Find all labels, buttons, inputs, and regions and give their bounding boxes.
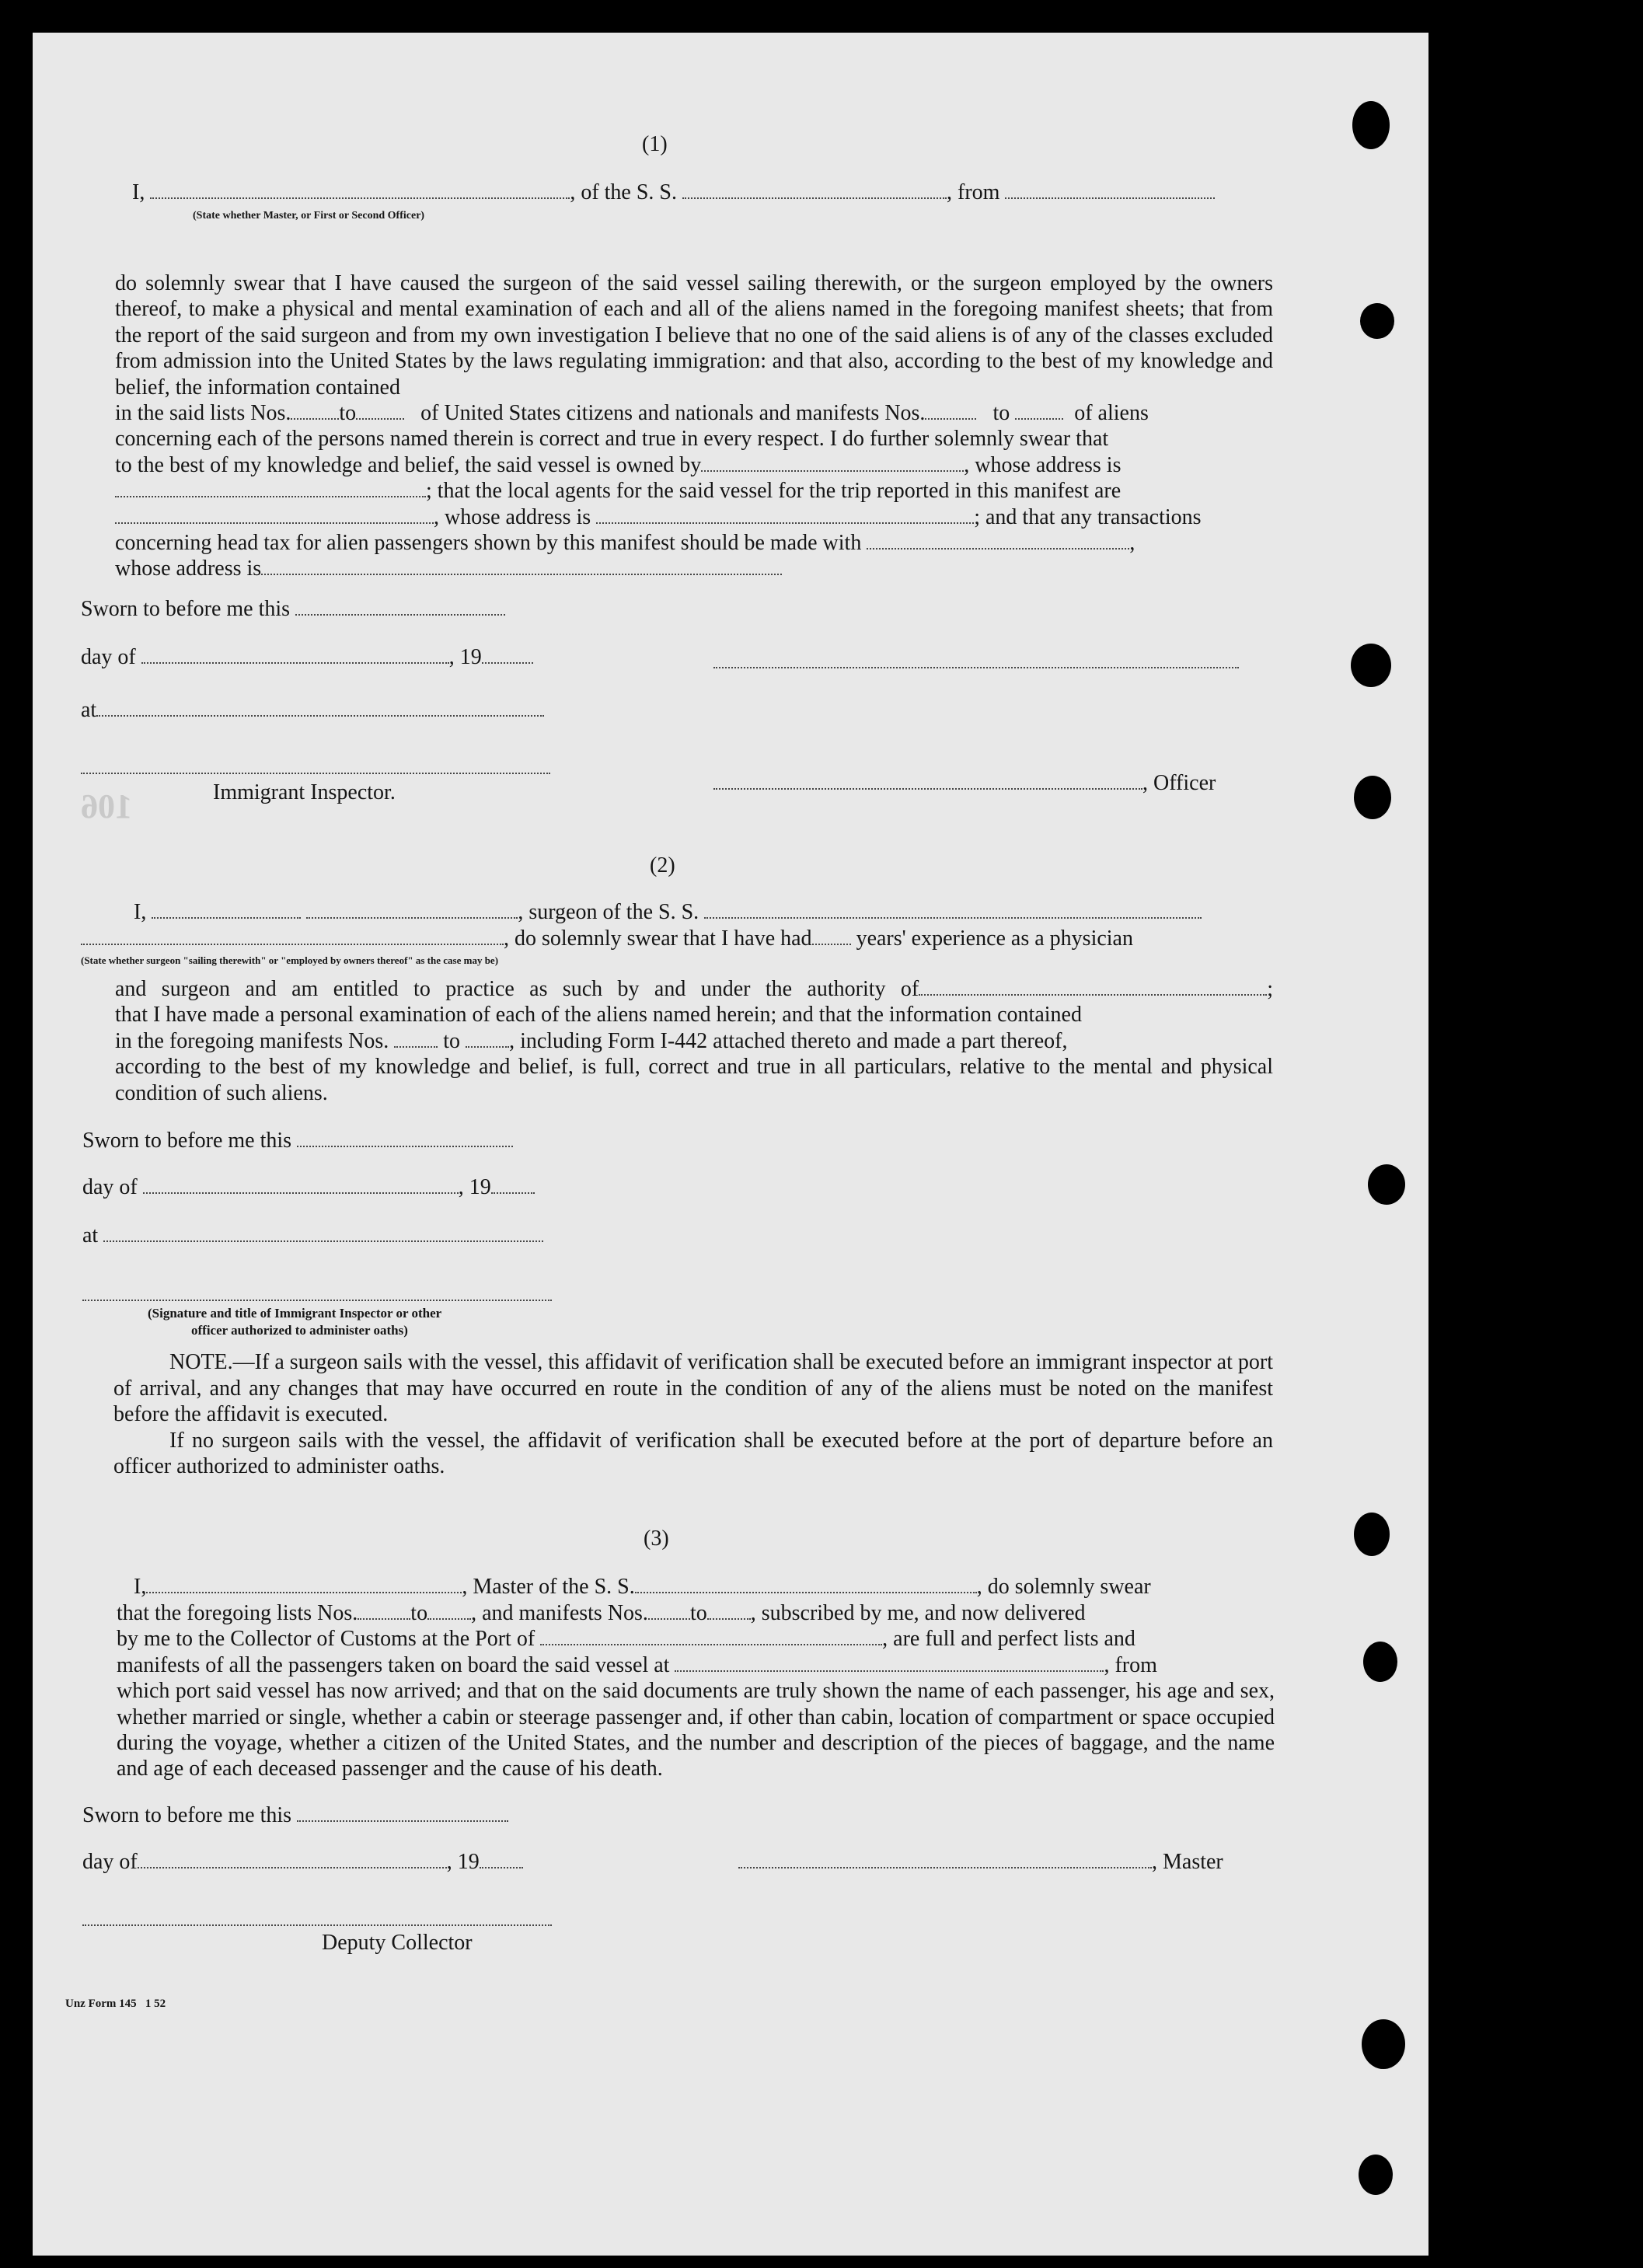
authority-field[interactable] [919,979,1267,996]
punch-hole [1354,1513,1390,1556]
form-number: Unz Form 145 1 52 [65,1998,166,2010]
lists-to-field[interactable] [356,403,404,420]
at-field-1[interactable] [96,700,544,717]
at-line-1: at [81,698,544,723]
section3-oath-line: I, , Master of the S. S. , do solemnly swear [134,1575,1151,1599]
officer-rank-field[interactable] [150,182,570,199]
officer-sig-field[interactable] [713,773,1142,790]
surgeon-last-name-field[interactable] [306,902,518,919]
s2-manifest-to-field[interactable] [466,1031,509,1048]
sig-title-line-2: officer authorized to administer oaths) [191,1323,408,1338]
year-field-3[interactable] [480,1851,523,1868]
agent-address-field[interactable] [596,507,974,524]
officer-line: , Officer [713,771,1216,796]
from-port-field[interactable] [1005,182,1215,199]
at-line-2: at [82,1223,543,1248]
section3-number: (3) [644,1527,669,1551]
section2-hint: (State whether surgeon "sailing therewith" or "employed by owners thereof" as the case may be) [81,954,499,966]
day-of-line-1: day of , 19 [81,645,533,670]
day-of-field-3[interactable] [138,1851,447,1868]
section1-hint: (State whether Master, or First or Second Officer) [193,210,425,222]
at-field-2[interactable] [103,1225,543,1242]
immigrant-inspector-label: Immigrant Inspector. [213,780,396,804]
deputy-sig-line[interactable] [82,1909,552,1926]
form-page [33,33,1428,2256]
owner-address-field[interactable] [115,480,426,497]
punch-hole [1363,1642,1397,1682]
lists-from-field[interactable] [291,403,339,420]
day-of-field-2[interactable] [143,1177,459,1194]
s3-manifests-from-field[interactable] [648,1603,690,1620]
signature-line-1[interactable] [713,651,1239,668]
year-field-2[interactable] [491,1177,535,1194]
s3-vessel-field[interactable] [635,1576,977,1593]
stamp-number: 106 [81,787,132,825]
owner-field[interactable] [701,455,964,472]
section1-body: do solemnly swear that I have caused the surgeon of the said vessel sailing therewith, or the surgeon employed by the owners thereof, to make a physical and mental examination of each and all of the aliens named in the foregoing manifest sheets; that from the report of the said surgeon and from my own investigation I believe that no one of the said aliens is of any of the classes excluded from admission into the United States by the laws regulating immigration: and that also, according to the best of my knowledge and belief, the information contained in the said lists Nos. to of United States citizens and nationals and manifests Nos. to of aliens concerning each of the persons named therein is correct and true in every respect. I do further solemnly swear that to the best of my knowledge and belief, the said vessel is owned by , whose address is ; that the local agents for the said vessel for the trip reported in this manifest are , whose address is ; and that any transactions concerning head tax for alien passengers shown by this manifest should be made with , whose address is [115,271,1273,581]
manifests-from-field[interactable] [925,403,976,420]
head-tax-address-field[interactable] [261,558,782,575]
master-sig-line: , Master [738,1850,1223,1875]
sworn-date-field-3[interactable] [297,1805,508,1822]
s3-lists-from-field[interactable] [358,1603,410,1620]
surgeon-first-name-field[interactable] [152,902,301,919]
deputy-collector-label: Deputy Collector [322,1931,473,1955]
master-name-field[interactable] [146,1576,462,1593]
day-of-field-1[interactable] [141,647,449,664]
inspector-sig-line-2[interactable] [82,1284,552,1301]
inspector-sig-line-1[interactable] [81,757,550,774]
head-tax-contact-field[interactable] [867,532,1129,550]
s3-lists-to-field[interactable] [427,1603,471,1620]
sig-title-line-1: (Signature and title of Immigrant Inspector or other [148,1306,442,1321]
section2-oath-line: I, , surgeon of the S. S. [134,900,1202,925]
day-of-line-3: day of , 19 [82,1850,523,1875]
years-field[interactable] [812,928,851,945]
punch-hole [1351,644,1391,687]
section2-number: (2) [650,853,675,878]
section2-experience-line: , do solemnly swear that I have had years' experience as a physician [81,926,1133,951]
collector-port-field[interactable] [540,1628,882,1645]
punch-hole [1352,101,1390,149]
punch-hole [1362,2019,1405,2069]
punch-hole [1359,2155,1393,2195]
year-field-1[interactable] [482,647,533,664]
sworn-line-2: Sworn to before me this [82,1129,513,1153]
embark-port-field[interactable] [675,1655,1104,1672]
master-sig-field[interactable] [738,1851,1152,1868]
sworn-line-1: Sworn to before me this [81,597,505,622]
vessel-name-field[interactable] [682,182,947,199]
day-of-line-2: day of , 19 [82,1175,535,1200]
manifests-to-field[interactable] [1015,403,1063,420]
section1-oath-line: I, , of the S. S. , from [132,180,1215,205]
s2-manifest-from-field[interactable] [394,1031,438,1048]
sworn-date-field-1[interactable] [295,598,505,616]
section2-body: and surgeon and am entitled to practice as such by and under the authority of ; that I have made a personal examination of each of the aliens named herein; and that the information contained in the foregoing manifests Nos. to , including Form I-442 attached thereto and made a part thereof, according to the best of my knowledge and belief, is full, correct and true in all particulars, relative to the mental and physical condition of such aliens. [115,977,1273,1105]
sworn-line-3: Sworn to before me this [82,1803,508,1828]
sworn-date-field-2[interactable] [297,1130,513,1147]
s2-vessel-field[interactable] [704,902,1202,919]
section1-number: (1) [642,132,668,156]
s3-manifests-to-field[interactable] [707,1603,751,1620]
agent-field[interactable] [115,507,434,524]
punch-hole [1368,1164,1405,1205]
note-block: NOTE.—If a surgeon sails with the vessel, this affidavit of verification shall be executed before an immigrant inspector at port of arrival, and any changes that may have occurred en route in the condition of any of the aliens must be noted on the manifest before the affidavit is executed. If no surgeon sails with the vessel, the affidavit of verification shall be executed before at the port of departure before an officer authorized to administer oaths. [113,1350,1273,1478]
surgeon-type-field[interactable] [81,928,504,945]
punch-hole [1360,303,1394,339]
section3-body: that the foregoing lists Nos. to , and manifests Nos. to , subscribed by me, and now delivered by me to the Collector of Customs at the Port of , are full and perfect lists and manifests of all the passengers taken on board the said vessel at , from which port said vessel has now arrived; and that on the said documents are truly shown the name of each passenger, his age and sex, whether married or single, whether a cabin or steerage passenger and, if other than cabin, location of compartment or space occupied during the voyage, whether a citizen of the United States, and the number and description of the pieces of baggage, and the name and age of each deceased passenger and the cause of his death. [117,1601,1275,1781]
punch-hole [1354,776,1391,819]
